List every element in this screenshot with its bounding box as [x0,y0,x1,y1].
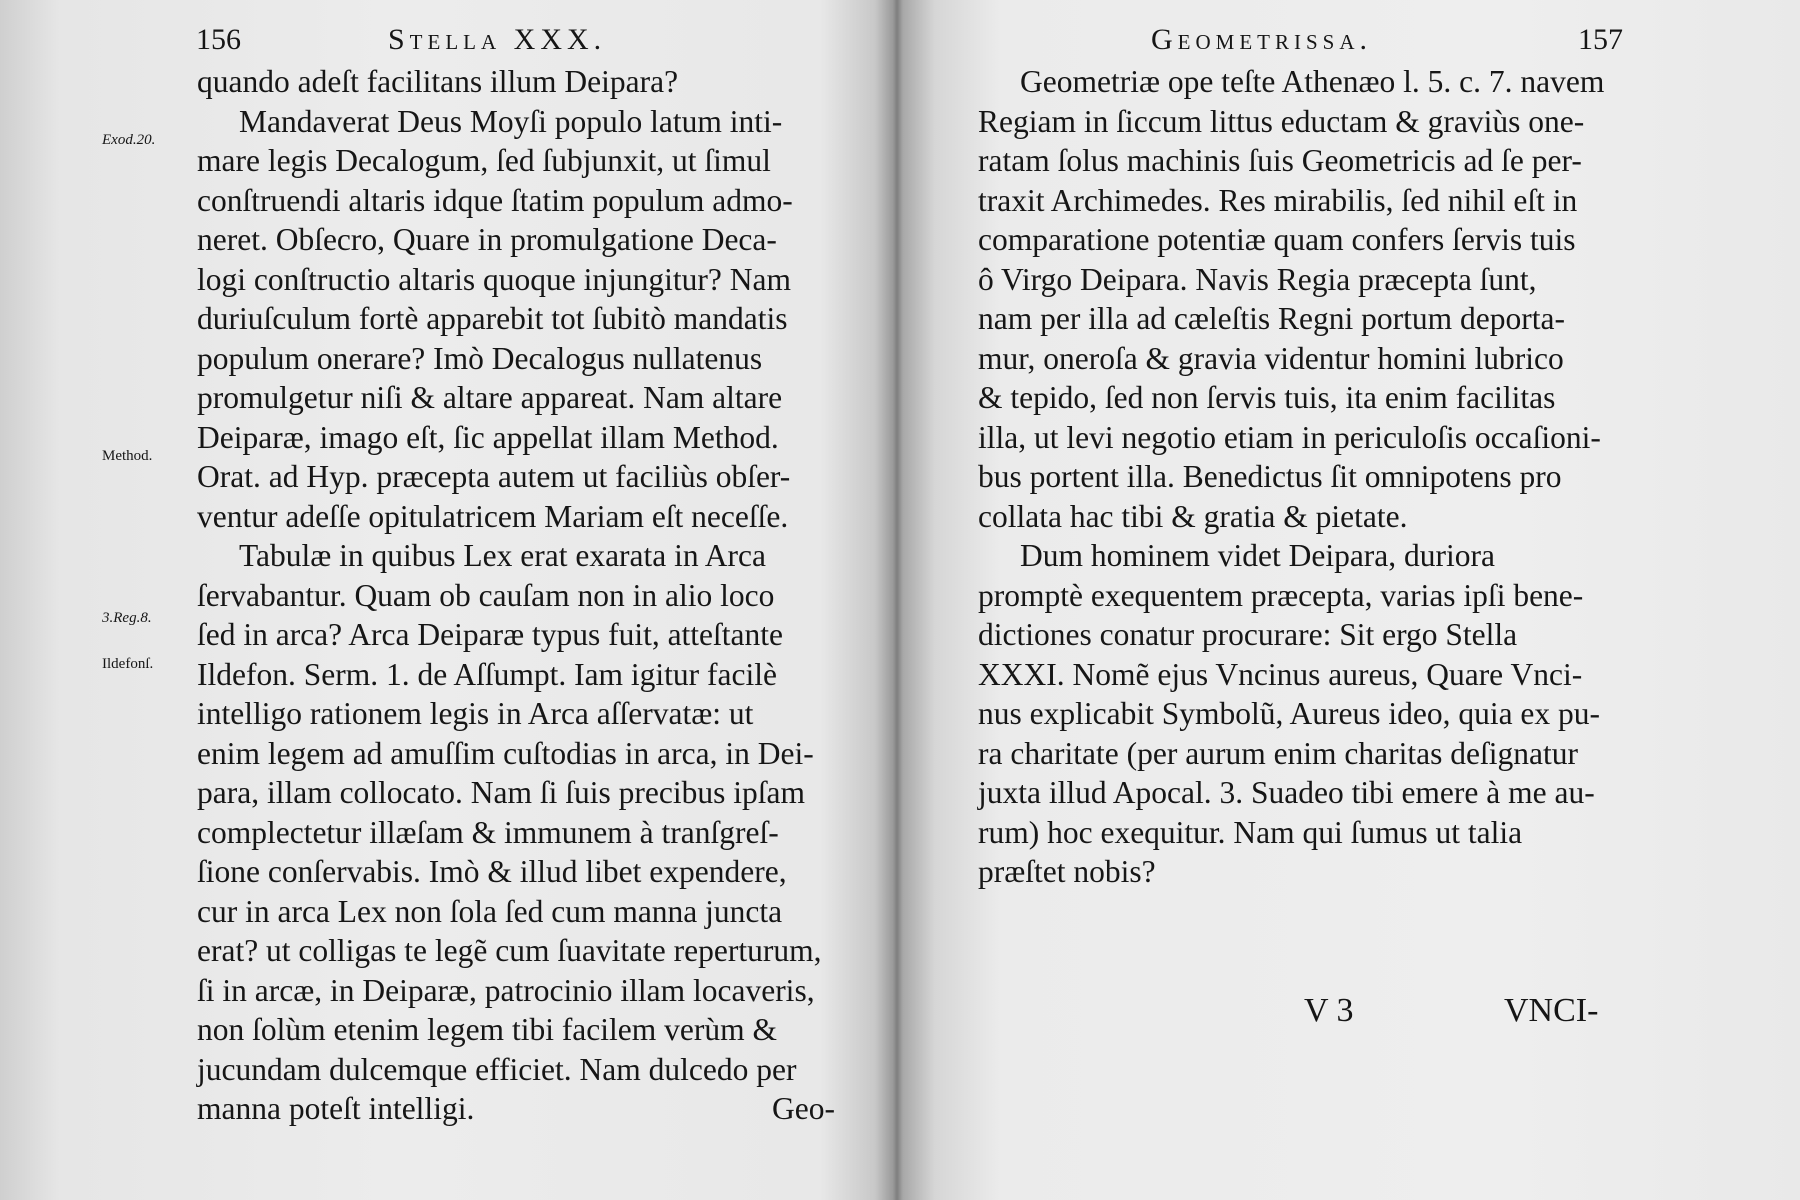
text-line: erat? ut colligas te legẽ cum ſuavitate reperturum, [197,933,822,968]
text-line-content: manna poteſt intelligi. [197,1091,475,1126]
margin-note-ildefons: Ildefonſ. [102,656,154,672]
signature-mark: V 3 [1304,992,1354,1029]
text-line: collata hac tibi & gratia & pietate. [978,498,1408,534]
text-line: non ſolùm etenim legem tibi facilem verùm & [197,1012,777,1047]
text-line: enim legem ad amuſſim cuſtodias in arca, in Dei- [197,735,814,771]
page-number: 156 [196,23,241,56]
text-line: rum) hoc exequitur. Nam qui ſumus ut talia [978,814,1523,850]
text-line: promptè exequentem præcepta, varias ipſi bene- [978,577,1584,613]
text-line: ſed in arca? Arca Deiparæ typus fuit, atteſtante [197,617,784,652]
right-page [902,0,1800,1200]
text-line: populum onerare? Imò Decalogus nullatenus [197,340,763,376]
text-line: promulgetur niſi & altare appareat. Nam altare [197,380,783,415]
text-line: Geometriæ ope teſte Athenæo l. 5. c. 7. navem [1020,64,1605,99]
right-running-head [902,18,1800,62]
text-line: ſervabantur. Quam ob cauſam non in alio loco [197,577,775,613]
text-line: Dum hominem videt Deipara, duriora [1020,538,1495,573]
left-page [0,0,892,1200]
text-line: duriuſculum fortè apparebit tot ſubitò mandatis [197,301,788,336]
text-line [197,1089,837,1129]
text-line: jucundam dulcemque efficiet. Nam dulcedo per [197,1051,797,1087]
text-line: Regiam in ſiccum littus eductam & graviùs one- [978,103,1585,139]
text-line: mare legis Decalogum, ſed ſubjunxit, ut ſimul [197,143,771,178]
text-line: ratam ſolus machinis ſuis Geometricis ad ſe per- [978,143,1582,178]
text-line: illa, ut levi negotio etiam in periculoſis occaſioni- [978,419,1601,455]
catchword: VNCI- [1504,992,1599,1029]
text-line: intelligo rationem legis in Arca aſſervatæ: ut [197,696,754,731]
text-line: ſione conſervabis. Imò & illud libet expendere, [197,854,787,889]
margin-note-exod: Exod.20. [102,132,156,148]
text-line: traxit Archimedes. Res mirabilis, ſed nihil eſt in [978,182,1578,218]
text-line: dictiones conatur procurare: Sit ergo Stella [978,617,1518,652]
text-line: bus portent illa. Benedictus ſit omnipotens pro [978,459,1562,494]
text-line: Orat. ad Hyp. præcepta autem ut faciliùs obſer- [197,459,791,494]
running-title: Stella XXX. [388,23,607,56]
text-line: Mandaverat Deus Moyſi populo latum inti- [239,103,783,139]
left-running-head [0,18,892,62]
text-line: para, illam collocato. Nam ſi ſuis precibus ipſam [197,775,805,810]
text-line: nus explicabit Symbolũ, Aureus ideo, quia ex pu- [978,696,1601,731]
right-body-text [978,62,1618,892]
text-line: ventur adeſſe opitulatricem Mariam eſt neceſſe. [197,498,789,534]
text-line: XXXI. Nomẽ ejus Vncinus aureus, Quare Vnci- [978,656,1583,692]
catchword: Geo- [772,1091,835,1126]
text-line: Tabulæ in quibus Lex erat exarata in Arca [239,538,766,573]
text-line: neret. Obſecro, Quare in promulgatione Deca- [197,222,777,257]
margin-note-reg: 3.Reg.8. [102,610,152,626]
text-line: & tepido, ſed non ſervis tuis, ita enim facilitas [978,380,1556,415]
text-line: quando adeſt facilitans illum Deipara? [197,64,679,99]
text-line: Deiparæ, imago eſt, ſic appellat illam Method. [197,419,779,455]
text-line: juxta illud Apocal. 3. Suadeo tibi emere à me au- [978,775,1595,810]
page-number: 157 [1578,23,1623,56]
text-line: ſi in arcæ, in Deiparæ, patrocinio illam locaveris, [197,972,815,1008]
text-line: complectetur illæſam & immunem à tranſgreſ- [197,814,779,850]
text-line: nam per illa ad cæleſtis Regni portum deporta- [978,301,1565,336]
text-line: Ildefon. Serm. 1. de Aſſumpt. Iam igitur facilè [197,656,777,692]
text-line: cur in arca Lex non ſola ſed cum manna juncta [197,893,783,929]
left-body-text [197,62,837,1129]
text-line: comparatione potentiæ quam confers ſervis tuis [978,222,1576,257]
running-title: Geometrissa. [1151,23,1373,56]
text-line: ô Virgo Deipara. Navis Regia præcepta ſunt, [978,261,1537,297]
margin-note-method: Method. [102,448,153,464]
text-line: ra charitate (per aurum enim charitas deſignatur [978,735,1578,771]
text-line: mur, oneroſa & gravia videntur homini lubrico [978,340,1564,376]
text-line: conſtruendi altaris idque ſtatim populum admo- [197,182,793,218]
text-line: præſtet nobis? [978,854,1156,889]
text-line: logi conſtructio altaris quoque injungitur? Nam [197,261,791,297]
